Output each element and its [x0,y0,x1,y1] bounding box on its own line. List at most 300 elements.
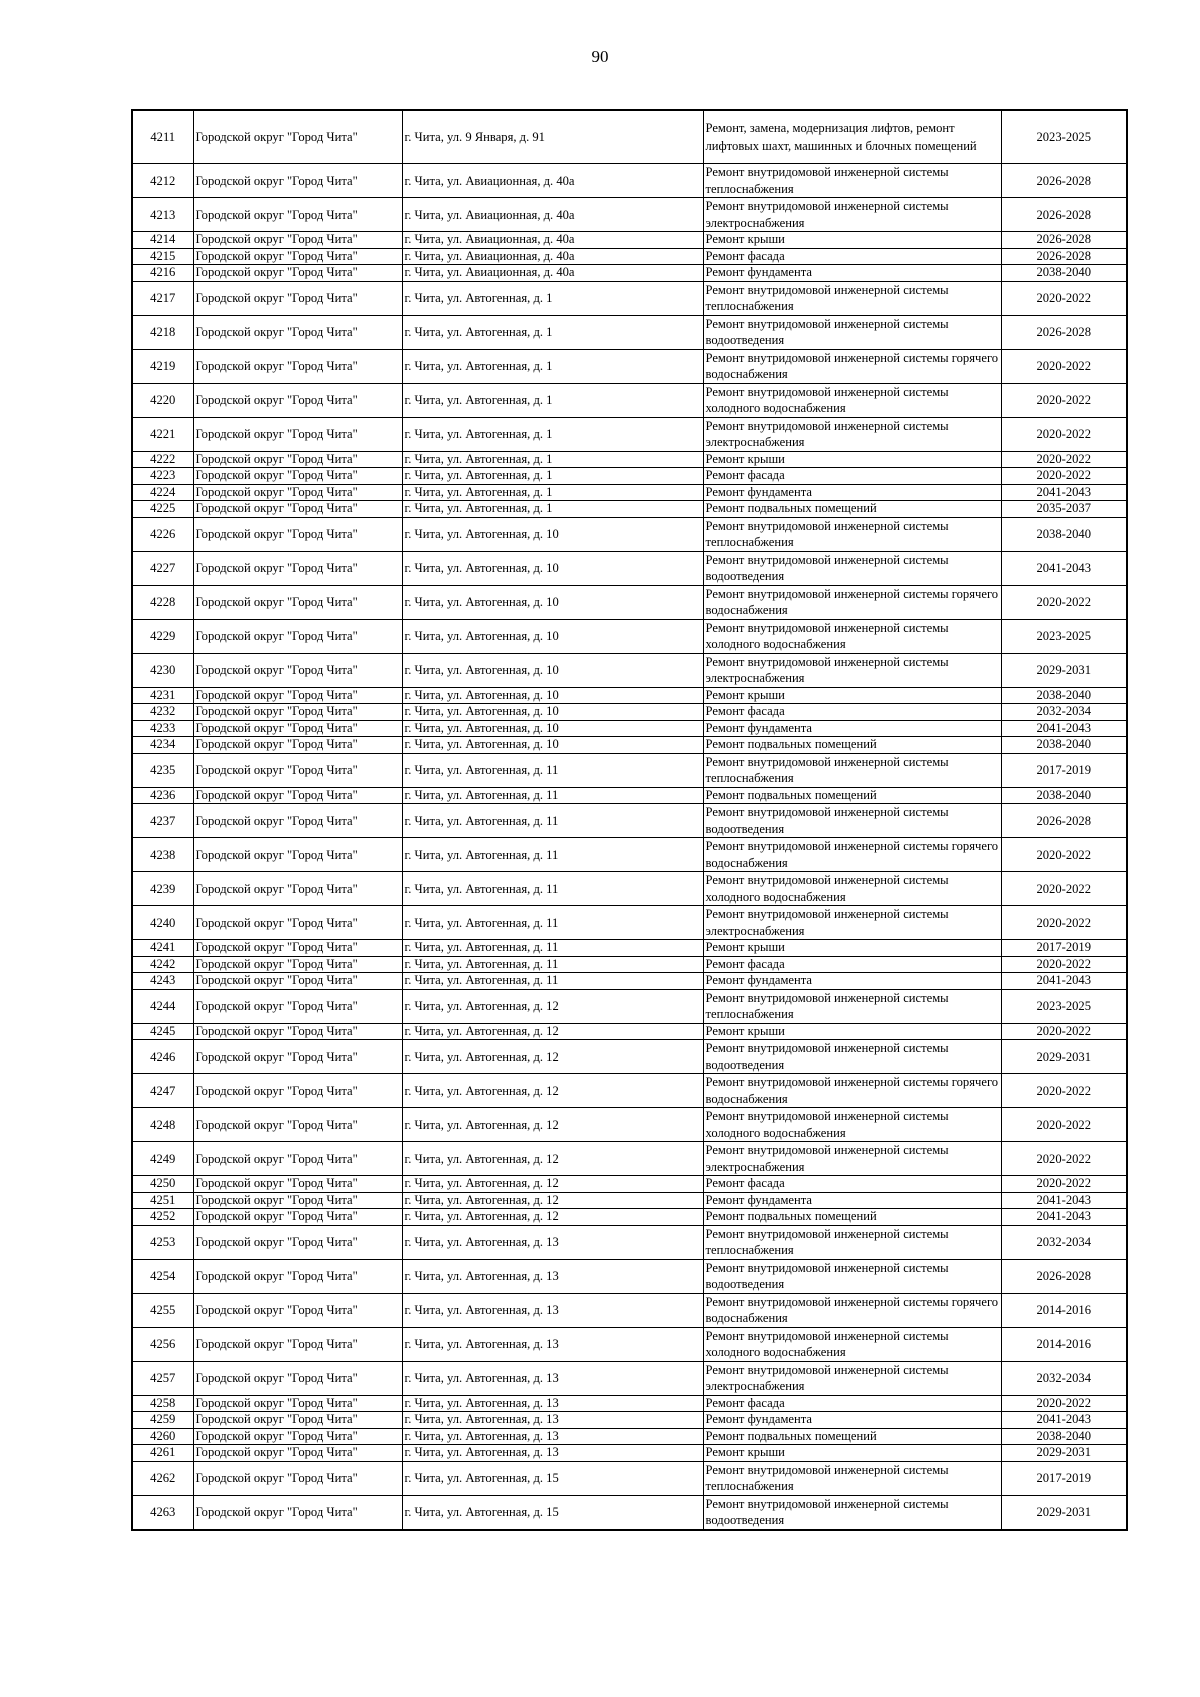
municipality-cell: Городской округ "Город Чита" [193,720,402,737]
address-cell: г. Чита, ул. Автогенная, д. 11 [402,973,703,990]
work-type-cell: Ремонт внутридомовой инженерной системы водоотведения [703,1259,1001,1293]
work-type-cell: Ремонт подвальных помещений [703,1209,1001,1226]
period-cell: 2032-2034 [1001,1361,1127,1395]
table-row [132,1023,1127,1040]
row-number: 4224 [132,484,193,501]
municipality-cell: Городской округ "Город Чита" [193,973,402,990]
row-number: 4226 [132,517,193,551]
table-row [132,232,1127,249]
municipality-cell: Городской округ "Город Чита" [193,1412,402,1429]
work-type-cell: Ремонт внутридомовой инженерной системы горячего водоснабжения [703,1074,1001,1108]
work-type-cell: Ремонт внутридомовой инженерной системы холодного водоснабжения [703,619,1001,653]
work-type-cell: Ремонт фасада [703,468,1001,485]
row-number: 4230 [132,653,193,687]
municipality-cell: Городской округ "Город Чита" [193,1040,402,1074]
municipality-cell: Городской округ "Город Чита" [193,468,402,485]
period-cell: 2023-2025 [1001,619,1127,653]
address-cell: г. Чита, ул. Автогенная, д. 12 [402,1192,703,1209]
address-cell: г. Чита, ул. Автогенная, д. 12 [402,1040,703,1074]
table-row [132,315,1127,349]
period-cell: 2026-2028 [1001,164,1127,198]
table-row [132,1259,1127,1293]
row-number: 4242 [132,956,193,973]
work-type-cell: Ремонт подвальных помещений [703,787,1001,804]
municipality-cell: Городской округ "Город Чита" [193,804,402,838]
row-number: 4244 [132,989,193,1023]
address-cell: г. Чита, ул. Автогенная, д. 1 [402,417,703,451]
table-row [132,1293,1127,1327]
municipality-cell: Городской округ "Город Чита" [193,1192,402,1209]
row-number: 4239 [132,872,193,906]
row-number: 4217 [132,281,193,315]
work-type-cell: Ремонт внутридомовой инженерной системы электроснабжения [703,417,1001,451]
period-cell: 2038-2040 [1001,1428,1127,1445]
address-cell: г. Чита, ул. Автогенная, д. 10 [402,585,703,619]
table-row [132,906,1127,940]
work-type-cell: Ремонт внутридомовой инженерной системы теплоснабжения [703,164,1001,198]
row-number: 4215 [132,248,193,265]
address-cell: г. Чита, ул. Автогенная, д. 13 [402,1293,703,1327]
work-type-cell: Ремонт внутридомовой инженерной системы водоотведения [703,315,1001,349]
table-row [132,1428,1127,1445]
table-row [132,417,1127,451]
municipality-cell: Городской округ "Город Чита" [193,110,402,164]
municipality-cell: Городской округ "Город Чита" [193,1142,402,1176]
work-type-cell: Ремонт внутридомовой инженерной системы теплоснабжения [703,281,1001,315]
work-type-cell: Ремонт внутридомовой инженерной системы горячего водоснабжения [703,585,1001,619]
table-row [132,468,1127,485]
row-number: 4240 [132,906,193,940]
period-cell: 2020-2022 [1001,281,1127,315]
address-cell: г. Чита, ул. Автогенная, д. 11 [402,787,703,804]
municipality-cell: Городской округ "Город Чита" [193,383,402,417]
table-row [132,551,1127,585]
municipality-cell: Городской округ "Город Чита" [193,1428,402,1445]
table-row [132,1445,1127,1462]
address-cell: г. Чита, ул. Авиационная, д. 40а [402,265,703,282]
municipality-cell: Городской округ "Город Чита" [193,1445,402,1462]
row-number: 4251 [132,1192,193,1209]
municipality-cell: Городской округ "Город Чита" [193,1395,402,1412]
address-cell: г. Чита, ул. Автогенная, д. 11 [402,872,703,906]
table-row [132,265,1127,282]
table-row [132,1461,1127,1495]
table-row [132,838,1127,872]
work-type-cell: Ремонт крыши [703,1445,1001,1462]
table-row [132,248,1127,265]
work-type-cell: Ремонт крыши [703,687,1001,704]
municipality-cell: Городской округ "Город Чита" [193,517,402,551]
works-table-body [132,110,1127,1530]
address-cell: г. Чита, ул. Авиационная, д. 40а [402,164,703,198]
work-type-cell: Ремонт внутридомовой инженерной системы теплоснабжения [703,753,1001,787]
period-cell: 2032-2034 [1001,704,1127,721]
table-row [132,720,1127,737]
table-row [132,687,1127,704]
period-cell: 2035-2037 [1001,501,1127,518]
address-cell: г. Чита, ул. 9 Января, д. 91 [402,110,703,164]
table-row [132,753,1127,787]
period-cell: 2029-2031 [1001,1445,1127,1462]
work-type-cell: Ремонт фундамента [703,973,1001,990]
row-number: 4258 [132,1395,193,1412]
address-cell: г. Чита, ул. Автогенная, д. 1 [402,468,703,485]
table-row [132,787,1127,804]
period-cell: 2041-2043 [1001,484,1127,501]
address-cell: г. Чита, ул. Автогенная, д. 13 [402,1225,703,1259]
address-cell: г. Чита, ул. Автогенная, д. 12 [402,1142,703,1176]
municipality-cell: Городской округ "Город Чита" [193,1225,402,1259]
period-cell: 2020-2022 [1001,383,1127,417]
period-cell: 2038-2040 [1001,517,1127,551]
work-type-cell: Ремонт внутридомовой инженерной системы теплоснабжения [703,517,1001,551]
address-cell: г. Чита, ул. Автогенная, д. 13 [402,1395,703,1412]
row-number: 4253 [132,1225,193,1259]
period-cell: 2017-2019 [1001,753,1127,787]
period-cell: 2026-2028 [1001,198,1127,232]
period-cell: 2026-2028 [1001,248,1127,265]
municipality-cell: Городской округ "Город Чита" [193,1176,402,1193]
period-cell: 2038-2040 [1001,265,1127,282]
row-number: 4214 [132,232,193,249]
row-number: 4223 [132,468,193,485]
address-cell: г. Чита, ул. Автогенная, д. 10 [402,720,703,737]
period-cell: 2020-2022 [1001,1108,1127,1142]
address-cell: г. Чита, ул. Автогенная, д. 10 [402,517,703,551]
address-cell: г. Чита, ул. Автогенная, д. 10 [402,704,703,721]
municipality-cell: Городской округ "Город Чита" [193,940,402,957]
work-type-cell: Ремонт внутридомовой инженерной системы горячего водоснабжения [703,1293,1001,1327]
work-type-cell: Ремонт фундамента [703,720,1001,737]
row-number: 4262 [132,1461,193,1495]
municipality-cell: Городской округ "Город Чита" [193,737,402,754]
address-cell: г. Чита, ул. Автогенная, д. 1 [402,315,703,349]
work-type-cell: Ремонт внутридомовой инженерной системы холодного водоснабжения [703,1327,1001,1361]
table-row [132,517,1127,551]
row-number: 4243 [132,973,193,990]
row-number: 4213 [132,198,193,232]
works-table-container [131,109,1126,1531]
municipality-cell: Городской округ "Город Чита" [193,906,402,940]
work-type-cell: Ремонт внутридомовой инженерной системы водоотведения [703,551,1001,585]
work-type-cell: Ремонт крыши [703,1023,1001,1040]
period-cell: 2014-2016 [1001,1327,1127,1361]
municipality-cell: Городской округ "Город Чита" [193,1108,402,1142]
address-cell: г. Чита, ул. Авиационная, д. 40а [402,232,703,249]
municipality-cell: Городской округ "Город Чита" [193,265,402,282]
municipality-cell: Городской округ "Город Чита" [193,198,402,232]
work-type-cell: Ремонт фасада [703,956,1001,973]
work-type-cell: Ремонт подвальных помещений [703,1428,1001,1445]
table-row [132,1225,1127,1259]
period-cell: 2026-2028 [1001,804,1127,838]
address-cell: г. Чита, ул. Автогенная, д. 11 [402,940,703,957]
address-cell: г. Чита, ул. Автогенная, д. 11 [402,838,703,872]
address-cell: г. Чита, ул. Автогенная, д. 13 [402,1445,703,1462]
address-cell: г. Чита, ул. Автогенная, д. 12 [402,1074,703,1108]
address-cell: г. Чита, ул. Автогенная, д. 11 [402,956,703,973]
work-type-cell: Ремонт внутридомовой инженерной системы теплоснабжения [703,1461,1001,1495]
table-row [132,451,1127,468]
period-cell: 2020-2022 [1001,585,1127,619]
municipality-cell: Городской округ "Город Чита" [193,248,402,265]
work-type-cell: Ремонт внутридомовой инженерной системы водоотведения [703,1495,1001,1530]
period-cell: 2026-2028 [1001,315,1127,349]
period-cell: 2026-2028 [1001,232,1127,249]
table-row [132,804,1127,838]
work-type-cell: Ремонт фундамента [703,1412,1001,1429]
period-cell: 2032-2034 [1001,1225,1127,1259]
address-cell: г. Чита, ул. Авиационная, д. 40а [402,198,703,232]
municipality-cell: Городской округ "Город Чита" [193,164,402,198]
table-row [132,1192,1127,1209]
row-number: 4259 [132,1412,193,1429]
address-cell: г. Чита, ул. Автогенная, д. 12 [402,1209,703,1226]
row-number: 4241 [132,940,193,957]
address-cell: г. Чита, ул. Автогенная, д. 11 [402,906,703,940]
work-type-cell: Ремонт внутридомовой инженерной системы холодного водоснабжения [703,383,1001,417]
row-number: 4261 [132,1445,193,1462]
municipality-cell: Городской округ "Город Чита" [193,1495,402,1530]
row-number: 4219 [132,349,193,383]
address-cell: г. Чита, ул. Автогенная, д. 10 [402,619,703,653]
work-type-cell: Ремонт фасада [703,248,1001,265]
period-cell: 2020-2022 [1001,451,1127,468]
municipality-cell: Городской округ "Город Чита" [193,315,402,349]
row-number: 4250 [132,1176,193,1193]
address-cell: г. Чита, ул. Автогенная, д. 12 [402,989,703,1023]
period-cell: 2020-2022 [1001,349,1127,383]
municipality-cell: Городской округ "Город Чита" [193,417,402,451]
period-cell: 2020-2022 [1001,872,1127,906]
address-cell: г. Чита, ул. Автогенная, д. 10 [402,653,703,687]
municipality-cell: Городской округ "Город Чита" [193,1023,402,1040]
period-cell: 2041-2043 [1001,1412,1127,1429]
period-cell: 2023-2025 [1001,989,1127,1023]
row-number: 4256 [132,1327,193,1361]
row-number: 4225 [132,501,193,518]
period-cell: 2020-2022 [1001,417,1127,451]
period-cell: 2020-2022 [1001,1023,1127,1040]
work-type-cell: Ремонт фундамента [703,484,1001,501]
row-number: 4249 [132,1142,193,1176]
row-number: 4252 [132,1209,193,1226]
work-type-cell: Ремонт внутридомовой инженерной системы электроснабжения [703,1142,1001,1176]
work-type-cell: Ремонт внутридомовой инженерной системы холодного водоснабжения [703,872,1001,906]
row-number: 4216 [132,265,193,282]
address-cell: г. Чита, ул. Автогенная, д. 10 [402,687,703,704]
row-number: 4257 [132,1361,193,1395]
address-cell: г. Чита, ул. Авиационная, д. 40а [402,248,703,265]
row-number: 4228 [132,585,193,619]
row-number: 4260 [132,1428,193,1445]
table-row [132,1142,1127,1176]
period-cell: 2041-2043 [1001,1192,1127,1209]
address-cell: г. Чита, ул. Автогенная, д. 15 [402,1495,703,1530]
table-row [132,1074,1127,1108]
municipality-cell: Городской округ "Город Чита" [193,1293,402,1327]
address-cell: г. Чита, ул. Автогенная, д. 12 [402,1023,703,1040]
work-type-cell: Ремонт внутридомовой инженерной системы горячего водоснабжения [703,349,1001,383]
table-row [132,110,1127,164]
municipality-cell: Городской округ "Город Чита" [193,1074,402,1108]
municipality-cell: Городской округ "Город Чита" [193,451,402,468]
period-cell: 2020-2022 [1001,838,1127,872]
period-cell: 2029-2031 [1001,1040,1127,1074]
period-cell: 2023-2025 [1001,110,1127,164]
municipality-cell: Городской округ "Город Чита" [193,704,402,721]
row-number: 4220 [132,383,193,417]
table-row [132,164,1127,198]
period-cell: 2029-2031 [1001,653,1127,687]
municipality-cell: Городской округ "Город Чита" [193,872,402,906]
address-cell: г. Чита, ул. Автогенная, д. 11 [402,804,703,838]
table-row [132,281,1127,315]
page-number: 90 [591,47,609,66]
row-number: 4218 [132,315,193,349]
table-row [132,1108,1127,1142]
row-number: 4254 [132,1259,193,1293]
table-row [132,619,1127,653]
period-cell: 2014-2016 [1001,1293,1127,1327]
row-number: 4246 [132,1040,193,1074]
municipality-cell: Городской округ "Город Чита" [193,619,402,653]
address-cell: г. Чита, ул. Автогенная, д. 1 [402,383,703,417]
table-row [132,1176,1127,1193]
table-row [132,349,1127,383]
address-cell: г. Чита, ул. Автогенная, д. 12 [402,1108,703,1142]
row-number: 4263 [132,1495,193,1530]
work-type-cell: Ремонт, замена, модернизация лифтов, ремонт лифтовых шахт, машинных и блочных помещений [703,110,1001,164]
work-type-cell: Ремонт подвальных помещений [703,737,1001,754]
address-cell: г. Чита, ул. Автогенная, д. 1 [402,281,703,315]
table-row [132,383,1127,417]
period-cell: 2020-2022 [1001,1395,1127,1412]
municipality-cell: Городской округ "Город Чита" [193,1461,402,1495]
work-type-cell: Ремонт фундамента [703,265,1001,282]
row-number: 4232 [132,704,193,721]
table-row [132,1327,1127,1361]
row-number: 4237 [132,804,193,838]
period-cell: 2020-2022 [1001,956,1127,973]
work-type-cell: Ремонт фундамента [703,1192,1001,1209]
table-row [132,1209,1127,1226]
table-row [132,940,1127,957]
work-type-cell: Ремонт внутридомовой инженерной системы теплоснабжения [703,989,1001,1023]
table-row [132,1495,1127,1530]
table-row [132,872,1127,906]
work-type-cell: Ремонт внутридомовой инженерной системы горячего водоснабжения [703,838,1001,872]
municipality-cell: Городской округ "Город Чита" [193,551,402,585]
address-cell: г. Чита, ул. Автогенная, д. 10 [402,551,703,585]
municipality-cell: Городской округ "Город Чита" [193,753,402,787]
address-cell: г. Чита, ул. Автогенная, д. 12 [402,1176,703,1193]
table-row [132,1361,1127,1395]
work-type-cell: Ремонт внутридомовой инженерной системы теплоснабжения [703,1225,1001,1259]
work-type-cell: Ремонт фасада [703,1395,1001,1412]
table-row [132,484,1127,501]
municipality-cell: Городской округ "Город Чита" [193,1259,402,1293]
row-number: 4211 [132,110,193,164]
row-number: 4235 [132,753,193,787]
address-cell: г. Чита, ул. Автогенная, д. 13 [402,1428,703,1445]
row-number: 4234 [132,737,193,754]
table-row [132,198,1127,232]
work-type-cell: Ремонт крыши [703,940,1001,957]
work-type-cell: Ремонт внутридомовой инженерной системы холодного водоснабжения [703,1108,1001,1142]
address-cell: г. Чита, ул. Автогенная, д. 13 [402,1361,703,1395]
work-type-cell: Ремонт внутридомовой инженерной системы электроснабжения [703,653,1001,687]
municipality-cell: Городской округ "Город Чита" [193,787,402,804]
period-cell: 2017-2019 [1001,1461,1127,1495]
table-row [132,1040,1127,1074]
municipality-cell: Городской округ "Город Чита" [193,956,402,973]
municipality-cell: Городской округ "Город Чита" [193,838,402,872]
period-cell: 2041-2043 [1001,1209,1127,1226]
period-cell: 2041-2043 [1001,720,1127,737]
works-table [131,109,1128,1531]
work-type-cell: Ремонт внутридомовой инженерной системы водоотведения [703,1040,1001,1074]
table-row [132,1412,1127,1429]
work-type-cell: Ремонт внутридомовой инженерной системы электроснабжения [703,198,1001,232]
period-cell: 2020-2022 [1001,1074,1127,1108]
municipality-cell: Городской округ "Город Чита" [193,484,402,501]
row-number: 4248 [132,1108,193,1142]
municipality-cell: Городской округ "Город Чита" [193,232,402,249]
address-cell: г. Чита, ул. Автогенная, д. 1 [402,451,703,468]
table-row [132,956,1127,973]
municipality-cell: Городской округ "Город Чита" [193,653,402,687]
period-cell: 2026-2028 [1001,1259,1127,1293]
period-cell: 2038-2040 [1001,737,1127,754]
address-cell: г. Чита, ул. Автогенная, д. 15 [402,1461,703,1495]
municipality-cell: Городской округ "Город Чита" [193,989,402,1023]
row-number: 4245 [132,1023,193,1040]
municipality-cell: Городской округ "Город Чита" [193,281,402,315]
work-type-cell: Ремонт внутридомовой инженерной системы водоотведения [703,804,1001,838]
row-number: 4229 [132,619,193,653]
address-cell: г. Чита, ул. Автогенная, д. 13 [402,1412,703,1429]
row-number: 4238 [132,838,193,872]
work-type-cell: Ремонт крыши [703,451,1001,468]
address-cell: г. Чита, ул. Автогенная, д. 11 [402,753,703,787]
period-cell: 2020-2022 [1001,1142,1127,1176]
table-row [132,737,1127,754]
municipality-cell: Городской округ "Город Чита" [193,585,402,619]
period-cell: 2020-2022 [1001,1176,1127,1193]
work-type-cell: Ремонт внутридомовой инженерной системы электроснабжения [703,906,1001,940]
address-cell: г. Чита, ул. Автогенная, д. 1 [402,349,703,383]
period-cell: 2020-2022 [1001,906,1127,940]
address-cell: г. Чита, ул. Автогенная, д. 13 [402,1327,703,1361]
work-type-cell: Ремонт внутридомовой инженерной системы электроснабжения [703,1361,1001,1395]
row-number: 4233 [132,720,193,737]
address-cell: г. Чита, ул. Автогенная, д. 10 [402,737,703,754]
municipality-cell: Городской округ "Город Чита" [193,349,402,383]
municipality-cell: Городской округ "Город Чита" [193,1327,402,1361]
row-number: 4227 [132,551,193,585]
municipality-cell: Городской округ "Город Чита" [193,687,402,704]
table-row [132,989,1127,1023]
period-cell: 2017-2019 [1001,940,1127,957]
address-cell: г. Чита, ул. Автогенная, д. 13 [402,1259,703,1293]
row-number: 4231 [132,687,193,704]
municipality-cell: Городской округ "Город Чита" [193,1209,402,1226]
period-cell: 2029-2031 [1001,1495,1127,1530]
row-number: 4255 [132,1293,193,1327]
address-cell: г. Чита, ул. Автогенная, д. 1 [402,501,703,518]
period-cell: 2038-2040 [1001,687,1127,704]
